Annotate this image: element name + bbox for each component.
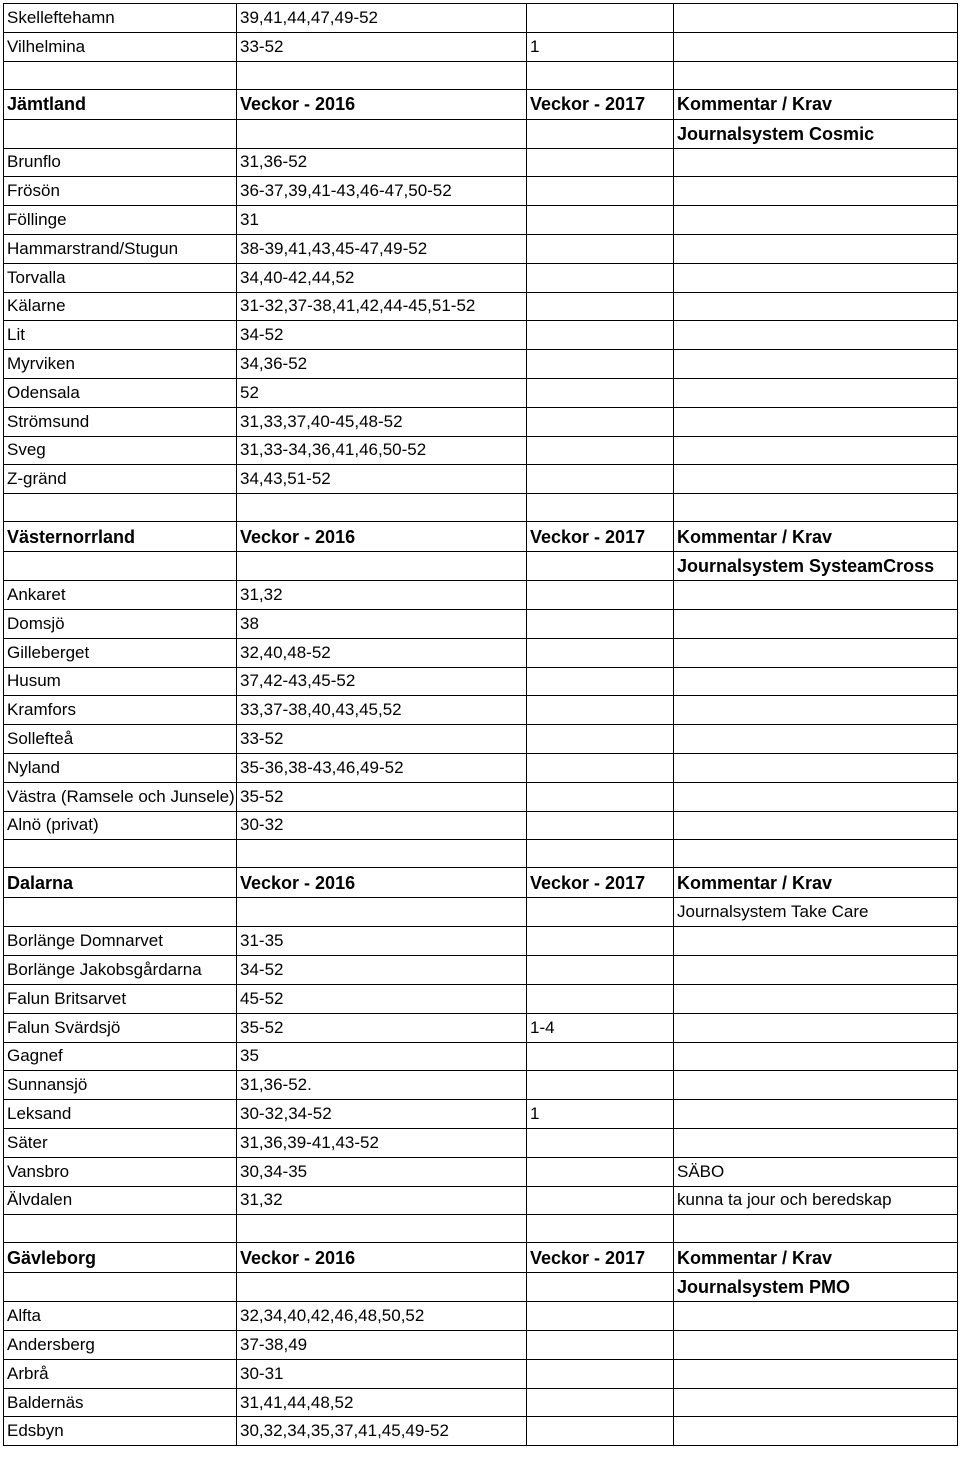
location-cell[interactable]: Borlänge Jakobsgårdarna (4, 956, 237, 985)
empty-cell[interactable] (237, 61, 527, 89)
comment-cell[interactable] (674, 407, 958, 436)
table-row (4, 1100, 958, 1129)
weeks-2017-cell[interactable] (527, 1302, 674, 1331)
comment-cell[interactable] (674, 206, 958, 235)
weeks-2016-cell[interactable]: 38 (237, 609, 527, 638)
blank-row (4, 61, 958, 89)
weeks-2017-cell[interactable] (527, 407, 674, 436)
comment-cell[interactable] (674, 1100, 958, 1129)
weeks-2016-cell[interactable]: 30-32,34-52 (237, 1100, 527, 1129)
journal-system-row (4, 898, 958, 927)
weeks-2017-cell[interactable] (527, 984, 674, 1013)
weeks-2016-cell[interactable]: 31,41,44,48,52 (237, 1388, 527, 1417)
empty-cell[interactable] (237, 119, 527, 148)
table-row (4, 1128, 958, 1157)
location-cell[interactable]: Baldernäs (4, 1388, 237, 1417)
weeks-2017-cell[interactable] (527, 609, 674, 638)
weeks-2017-cell[interactable] (527, 234, 674, 263)
empty-cell[interactable] (4, 494, 237, 522)
weeks-2016-cell[interactable]: 31,36,39-41,43-52 (237, 1128, 527, 1157)
empty-cell[interactable] (237, 552, 527, 581)
section-header-row (4, 522, 958, 552)
column-header-comment[interactable]: Kommentar / Krav (674, 89, 958, 119)
section-header-row (4, 868, 958, 898)
location-cell[interactable]: Myrviken (4, 350, 237, 379)
comment-cell[interactable] (674, 1359, 958, 1388)
comment-cell[interactable] (674, 1071, 958, 1100)
location-cell[interactable]: Gilleberget (4, 638, 237, 667)
schedule-sheet (3, 3, 958, 1446)
weeks-2016-cell[interactable]: 45-52 (237, 984, 527, 1013)
weeks-2016-cell[interactable]: 32,34,40,42,46,48,50,52 (237, 1302, 527, 1331)
comment-cell[interactable] (674, 177, 958, 206)
region-title[interactable]: Jämtland (4, 89, 237, 119)
location-cell[interactable]: Torvalla (4, 263, 237, 292)
weeks-2016-cell[interactable]: 34,43,51-52 (237, 465, 527, 494)
table-row (4, 753, 958, 782)
weeks-2017-cell[interactable] (527, 1186, 674, 1215)
location-cell[interactable]: Västra (Ramsele och Junsele) (4, 782, 237, 811)
column-header-2016[interactable]: Veckor - 2016 (237, 868, 527, 898)
weeks-2016-cell[interactable]: 31,36-52. (237, 1071, 527, 1100)
table-row (4, 782, 958, 811)
region-title[interactable]: Dalarna (4, 868, 237, 898)
comment-cell[interactable]: kunna ta jour och beredskap (674, 1186, 958, 1215)
blank-row (4, 840, 958, 868)
table-row (4, 177, 958, 206)
table-row (4, 234, 958, 263)
journal-system-label[interactable]: Journalsystem Take Care (674, 898, 958, 927)
comment-cell[interactable] (674, 1388, 958, 1417)
location-cell[interactable]: Hammarstrand/Stugun (4, 234, 237, 263)
table-row (4, 609, 958, 638)
weeks-2017-cell[interactable] (527, 465, 674, 494)
comment-cell[interactable] (674, 32, 958, 61)
weeks-2016-cell[interactable]: 35-52 (237, 782, 527, 811)
weeks-2016-cell[interactable]: 35-52 (237, 1013, 527, 1042)
location-cell[interactable]: Lit (4, 321, 237, 350)
comment-cell[interactable] (674, 811, 958, 840)
journal-system-row (4, 1273, 958, 1302)
weeks-2017-cell[interactable] (527, 4, 674, 33)
location-cell[interactable]: Sveg (4, 436, 237, 465)
weeks-2016-cell[interactable]: 35-36,38-43,46,49-52 (237, 753, 527, 782)
comment-cell[interactable] (674, 234, 958, 263)
weeks-2017-cell[interactable]: 1 (527, 1100, 674, 1129)
weeks-2017-cell[interactable] (527, 1042, 674, 1071)
empty-cell[interactable] (237, 840, 527, 868)
location-cell[interactable]: Falun Svärdsjö (4, 1013, 237, 1042)
empty-cell[interactable] (4, 119, 237, 148)
weeks-2017-cell[interactable] (527, 1359, 674, 1388)
weeks-2016-cell[interactable]: 37-38,49 (237, 1331, 527, 1360)
column-header-2017[interactable]: Veckor - 2017 (527, 1243, 674, 1273)
weeks-2017-cell[interactable] (527, 1417, 674, 1446)
journal-system-label[interactable]: Journalsystem PMO (674, 1273, 958, 1302)
comment-cell[interactable] (674, 1042, 958, 1071)
comment-cell[interactable] (674, 1302, 958, 1331)
weeks-2017-cell[interactable]: 1-4 (527, 1013, 674, 1042)
empty-cell[interactable] (674, 840, 958, 868)
comment-cell[interactable] (674, 4, 958, 33)
table-row (4, 984, 958, 1013)
empty-cell[interactable] (237, 1215, 527, 1243)
blank-row (4, 494, 958, 522)
comment-cell[interactable] (674, 696, 958, 725)
table-row (4, 465, 958, 494)
section-header-row (4, 1243, 958, 1273)
weeks-2016-cell[interactable]: 34-52 (237, 321, 527, 350)
table-row (4, 436, 958, 465)
weeks-2016-cell[interactable]: 31,36-52 (237, 148, 527, 177)
empty-cell[interactable] (527, 494, 674, 522)
comment-cell[interactable] (674, 465, 958, 494)
column-header-2016[interactable]: Veckor - 2016 (237, 89, 527, 119)
location-cell[interactable]: Domsjö (4, 609, 237, 638)
weeks-2017-cell[interactable] (527, 753, 674, 782)
location-cell[interactable]: Husum (4, 667, 237, 696)
sheet-body (4, 4, 958, 1446)
empty-cell[interactable] (527, 552, 674, 581)
region-title[interactable]: Gävleborg (4, 1243, 237, 1273)
column-header-2017[interactable]: Veckor - 2017 (527, 522, 674, 552)
empty-cell[interactable] (4, 552, 237, 581)
comment-cell[interactable] (674, 1128, 958, 1157)
table-row (4, 292, 958, 321)
weeks-2016-cell[interactable]: 31,32 (237, 581, 527, 610)
empty-cell[interactable] (674, 1215, 958, 1243)
table-row (4, 696, 958, 725)
location-cell[interactable]: Alfta (4, 1302, 237, 1331)
comment-cell[interactable] (674, 609, 958, 638)
empty-cell[interactable] (674, 61, 958, 89)
comment-cell[interactable] (674, 436, 958, 465)
weeks-2017-cell[interactable] (527, 206, 674, 235)
location-cell[interactable]: Ankaret (4, 581, 237, 610)
weeks-2017-cell[interactable] (527, 667, 674, 696)
column-header-2017[interactable]: Veckor - 2017 (527, 89, 674, 119)
weeks-2016-cell[interactable]: 34,36-52 (237, 350, 527, 379)
empty-cell[interactable] (4, 1273, 237, 1302)
comment-cell[interactable] (674, 984, 958, 1013)
table-row (4, 148, 958, 177)
weeks-2016-cell[interactable]: 31,33-34,36,41,46,50-52 (237, 436, 527, 465)
weeks-2017-cell[interactable] (527, 1331, 674, 1360)
weeks-2016-cell[interactable]: 34-52 (237, 956, 527, 985)
weeks-2016-cell[interactable]: 30-31 (237, 1359, 527, 1388)
empty-cell[interactable] (237, 494, 527, 522)
weeks-2017-cell[interactable] (527, 1128, 674, 1157)
comment-cell[interactable] (674, 378, 958, 407)
weeks-2016-cell[interactable]: 30,32,34,35,37,41,45,49-52 (237, 1417, 527, 1446)
comment-cell[interactable] (674, 956, 958, 985)
location-cell[interactable]: Sunnansjö (4, 1071, 237, 1100)
weeks-2016-cell[interactable]: 36-37,39,41-43,46-47,50-52 (237, 177, 527, 206)
table-row (4, 32, 958, 61)
column-header-2016[interactable]: Veckor - 2016 (237, 1243, 527, 1273)
table-row (4, 1388, 958, 1417)
table-row (4, 407, 958, 436)
weeks-2017-cell[interactable] (527, 725, 674, 754)
weeks-2016-cell[interactable]: 31 (237, 206, 527, 235)
weeks-2017-cell[interactable] (527, 436, 674, 465)
weeks-2017-cell[interactable] (527, 811, 674, 840)
weeks-2017-cell[interactable] (527, 1071, 674, 1100)
weeks-2017-cell[interactable] (527, 1388, 674, 1417)
empty-cell[interactable] (4, 61, 237, 89)
table-row (4, 1331, 958, 1360)
weeks-2017-cell[interactable]: 1 (527, 32, 674, 61)
table-row (4, 321, 958, 350)
location-cell[interactable]: Odensala (4, 378, 237, 407)
location-cell[interactable]: Borlänge Domnarvet (4, 927, 237, 956)
comment-cell[interactable] (674, 1331, 958, 1360)
empty-cell[interactable] (237, 1273, 527, 1302)
weeks-2016-cell[interactable]: 39,41,44,47,49-52 (237, 4, 527, 33)
location-cell[interactable]: Falun Britsarvet (4, 984, 237, 1013)
location-cell[interactable]: Skelleftehamn (4, 4, 237, 33)
weeks-2017-cell[interactable] (527, 782, 674, 811)
weeks-2016-cell[interactable]: 31,32 (237, 1186, 527, 1215)
comment-cell[interactable] (674, 927, 958, 956)
table-row (4, 206, 958, 235)
table-row (4, 1013, 958, 1042)
table-row (4, 1359, 958, 1388)
location-cell[interactable]: Föllinge (4, 206, 237, 235)
comment-cell[interactable] (674, 667, 958, 696)
weeks-2017-cell[interactable] (527, 638, 674, 667)
table-row (4, 1186, 958, 1215)
empty-cell[interactable] (4, 1215, 237, 1243)
weeks-2017-cell[interactable] (527, 956, 674, 985)
table-row (4, 263, 958, 292)
table-row (4, 811, 958, 840)
weeks-2017-cell[interactable] (527, 350, 674, 379)
location-cell[interactable]: Sollefteå (4, 725, 237, 754)
comment-cell[interactable] (674, 782, 958, 811)
table-row (4, 1302, 958, 1331)
empty-cell[interactable] (4, 840, 237, 868)
empty-cell[interactable] (527, 898, 674, 927)
weeks-2017-cell[interactable] (527, 378, 674, 407)
table-row (4, 581, 958, 610)
location-cell[interactable]: Säter (4, 1128, 237, 1157)
comment-cell[interactable] (674, 753, 958, 782)
table-row (4, 1042, 958, 1071)
weeks-2016-cell[interactable]: 33-52 (237, 32, 527, 61)
comment-cell[interactable] (674, 263, 958, 292)
comment-cell[interactable] (674, 1417, 958, 1446)
table-row (4, 1417, 958, 1446)
weeks-2017-cell[interactable] (527, 927, 674, 956)
location-cell[interactable]: Andersberg (4, 1331, 237, 1360)
weeks-2017-cell[interactable] (527, 263, 674, 292)
empty-cell[interactable] (527, 1273, 674, 1302)
weeks-2016-cell[interactable]: 35 (237, 1042, 527, 1071)
table-row (4, 350, 958, 379)
location-cell[interactable]: Vansbro (4, 1157, 237, 1186)
empty-cell[interactable] (674, 494, 958, 522)
weeks-2016-cell[interactable]: 31-32,37-38,41,42,44-45,51-52 (237, 292, 527, 321)
comment-cell[interactable] (674, 148, 958, 177)
location-cell[interactable]: Z-gränd (4, 465, 237, 494)
weeks-2017-cell[interactable] (527, 177, 674, 206)
weeks-2016-cell[interactable]: 37,42-43,45-52 (237, 667, 527, 696)
location-cell[interactable]: Arbrå (4, 1359, 237, 1388)
table-row (4, 956, 958, 985)
table-row (4, 667, 958, 696)
location-cell[interactable]: Alnö (privat) (4, 811, 237, 840)
table-row (4, 638, 958, 667)
weeks-2017-cell[interactable] (527, 321, 674, 350)
table-row (4, 1071, 958, 1100)
journal-system-row (4, 119, 958, 148)
weeks-2016-cell[interactable]: 38-39,41,43,45-47,49-52 (237, 234, 527, 263)
column-header-2016[interactable]: Veckor - 2016 (237, 522, 527, 552)
weeks-2017-cell[interactable] (527, 148, 674, 177)
weeks-2016-cell[interactable]: 31-35 (237, 927, 527, 956)
comment-cell[interactable] (674, 292, 958, 321)
location-cell[interactable]: Brunflo (4, 148, 237, 177)
weeks-2016-cell[interactable]: 34,40-42,44,52 (237, 263, 527, 292)
weeks-2016-cell[interactable]: 31,33,37,40-45,48-52 (237, 407, 527, 436)
section-header-row (4, 89, 958, 119)
table-row (4, 378, 958, 407)
empty-cell[interactable] (527, 61, 674, 89)
location-cell[interactable]: Strömsund (4, 407, 237, 436)
weeks-2017-cell[interactable] (527, 581, 674, 610)
location-cell[interactable]: Edsbyn (4, 1417, 237, 1446)
weeks-2017-cell[interactable] (527, 292, 674, 321)
region-title[interactable]: Västernorrland (4, 522, 237, 552)
location-cell[interactable]: Frösön (4, 177, 237, 206)
weeks-2016-cell[interactable]: 30-32 (237, 811, 527, 840)
comment-cell[interactable] (674, 350, 958, 379)
weeks-2016-cell[interactable]: 33,37-38,40,43,45,52 (237, 696, 527, 725)
empty-cell[interactable] (527, 1215, 674, 1243)
weeks-2017-cell[interactable] (527, 696, 674, 725)
comment-cell[interactable] (674, 638, 958, 667)
journal-system-label[interactable]: Journalsystem SysteamCross (674, 552, 958, 581)
weeks-2016-cell[interactable]: 33-52 (237, 725, 527, 754)
comment-cell[interactable] (674, 1013, 958, 1042)
table-row (4, 725, 958, 754)
column-header-2017[interactable]: Veckor - 2017 (527, 868, 674, 898)
column-header-comment[interactable]: Kommentar / Krav (674, 522, 958, 552)
table-row (4, 4, 958, 33)
empty-cell[interactable] (4, 898, 237, 927)
empty-cell[interactable] (237, 898, 527, 927)
weeks-2016-cell[interactable]: 32,40,48-52 (237, 638, 527, 667)
empty-cell[interactable] (527, 119, 674, 148)
location-cell[interactable]: Vilhelmina (4, 32, 237, 61)
empty-cell[interactable] (527, 840, 674, 868)
table-row (4, 927, 958, 956)
weeks-2016-cell[interactable]: 30,34-35 (237, 1157, 527, 1186)
comment-cell[interactable] (674, 581, 958, 610)
location-cell[interactable]: Gagnef (4, 1042, 237, 1071)
table-row (4, 1157, 958, 1186)
comment-cell[interactable] (674, 321, 958, 350)
weeks-2017-cell[interactable] (527, 1157, 674, 1186)
blank-row (4, 1215, 958, 1243)
comment-cell[interactable]: SÄBO (674, 1157, 958, 1186)
column-header-comment[interactable]: Kommentar / Krav (674, 868, 958, 898)
location-cell[interactable]: Kälarne (4, 292, 237, 321)
journal-system-row (4, 552, 958, 581)
comment-cell[interactable] (674, 725, 958, 754)
journal-system-label[interactable]: Journalsystem Cosmic (674, 119, 958, 148)
location-cell[interactable]: Leksand (4, 1100, 237, 1129)
location-cell[interactable]: Älvdalen (4, 1186, 237, 1215)
column-header-comment[interactable]: Kommentar / Krav (674, 1243, 958, 1273)
weeks-2016-cell[interactable]: 52 (237, 378, 527, 407)
location-cell[interactable]: Kramfors (4, 696, 237, 725)
location-cell[interactable]: Nyland (4, 753, 237, 782)
